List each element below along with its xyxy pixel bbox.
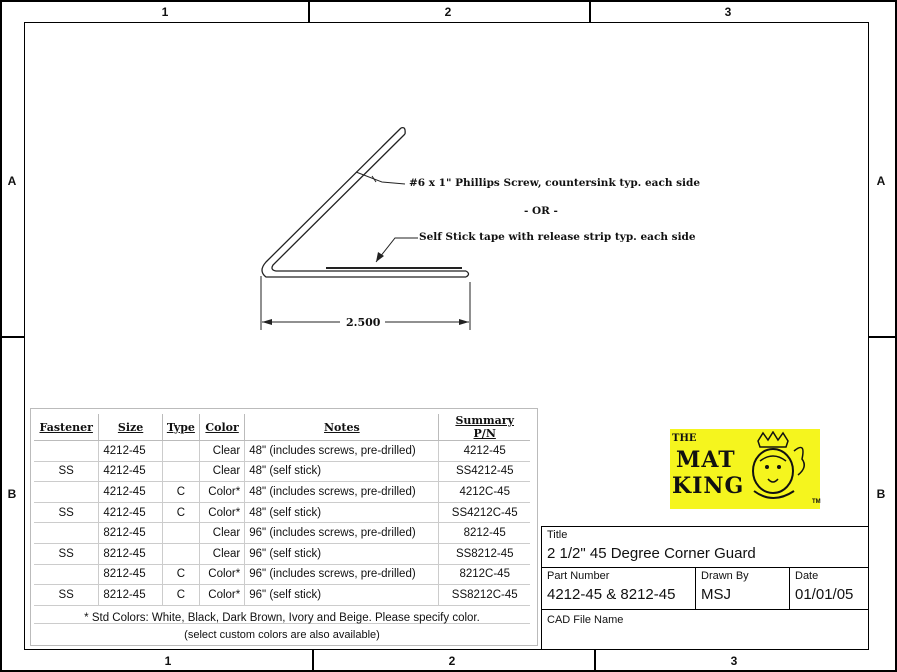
bom-footnote-colors: * Std Colors: White, Black, Dark Brown, Ivory and Beige. Please specify color. bbox=[84, 612, 480, 624]
cell-color: Color* bbox=[199, 585, 244, 606]
table-row bbox=[34, 502, 530, 523]
table-row bbox=[34, 482, 530, 503]
callout-tape: Self Stick tape with release strip typ. each side bbox=[419, 231, 696, 243]
bom-table bbox=[34, 414, 530, 624]
cell-summary-pn: 8212-45 bbox=[439, 523, 530, 544]
company-logo bbox=[670, 429, 820, 509]
profile-outer-line bbox=[262, 128, 466, 277]
cell-size: 8212-45 bbox=[99, 564, 162, 585]
cell-summary-pn: 4212-45 bbox=[439, 441, 530, 462]
cell-type bbox=[162, 441, 199, 462]
cell-color: Clear bbox=[199, 461, 244, 482]
leader-tape bbox=[376, 238, 418, 262]
zone-row-b-left: B bbox=[7, 487, 17, 501]
cell-notes: 48" (self stick) bbox=[245, 502, 439, 523]
dimension-label: 2.500 bbox=[346, 316, 381, 329]
table-row bbox=[34, 585, 530, 606]
logo-mat: MAT bbox=[676, 447, 736, 473]
cell-type bbox=[162, 523, 199, 544]
cell-summary-pn: 4212C-45 bbox=[439, 482, 530, 503]
table-row bbox=[34, 564, 530, 585]
cell-fastener bbox=[34, 564, 99, 585]
date-cell bbox=[789, 567, 869, 610]
table-row bbox=[34, 441, 530, 462]
cell-size: 4212-45 bbox=[99, 441, 162, 462]
cell-color: Clear bbox=[199, 543, 244, 564]
drawn-by-value: MSJ bbox=[701, 586, 731, 603]
profile-inner-line bbox=[272, 134, 466, 271]
bom-footnote-custom: (select custom colors are also available) bbox=[184, 629, 380, 641]
cell-size: 8212-45 bbox=[99, 585, 162, 606]
col-header-size: Size bbox=[99, 414, 162, 441]
bom-header-row bbox=[34, 414, 530, 441]
cell-notes: 48" (self stick) bbox=[245, 461, 439, 482]
cell-notes: 48" (includes screws, pre-drilled) bbox=[245, 482, 439, 503]
drawn-by-label: Drawn By bbox=[701, 570, 749, 582]
profile-end-cap bbox=[466, 271, 469, 277]
logo-trademark: TM bbox=[812, 499, 821, 505]
cell-notes: 96" (includes screws, pre-drilled) bbox=[245, 523, 439, 544]
cell-type: C bbox=[162, 564, 199, 585]
cell-size: 4212-45 bbox=[99, 482, 162, 503]
cell-type: C bbox=[162, 482, 199, 503]
cell-color: Color* bbox=[199, 482, 244, 503]
title-cell bbox=[541, 526, 869, 568]
col-header-notes: Notes bbox=[245, 414, 439, 441]
cell-fastener bbox=[34, 482, 99, 503]
cell-summary-pn: SS8212-45 bbox=[439, 543, 530, 564]
cell-fastener bbox=[34, 441, 99, 462]
cell-summary-pn: SS4212-45 bbox=[439, 461, 530, 482]
cad-file-cell bbox=[541, 609, 869, 650]
part-number-cell bbox=[541, 567, 696, 610]
logo-king: KING bbox=[672, 473, 745, 499]
lion-king-icon bbox=[746, 431, 810, 507]
title-label: Title bbox=[547, 529, 568, 541]
logo-the: THE bbox=[672, 433, 697, 444]
table-row bbox=[34, 523, 530, 544]
table-row bbox=[34, 461, 530, 482]
col-header-color: Color bbox=[199, 414, 244, 441]
zone-col-3-bottom: 3 bbox=[730, 654, 738, 668]
dim-arrow-left bbox=[262, 319, 272, 325]
cell-fastener: SS bbox=[34, 585, 99, 606]
cell-notes: 96" (self stick) bbox=[245, 543, 439, 564]
cad-file-label: CAD File Name bbox=[547, 614, 624, 626]
cell-notes: 96" (self stick) bbox=[245, 585, 439, 606]
col-header-summary-pn: Summary P/N bbox=[439, 414, 530, 441]
cell-notes: 48" (includes screws, pre-drilled) bbox=[245, 441, 439, 462]
cell-fastener bbox=[34, 523, 99, 544]
table-row bbox=[34, 543, 530, 564]
col-header-type: Type bbox=[162, 414, 199, 441]
zone-row-a-left: A bbox=[7, 174, 17, 188]
dim-arrow-right bbox=[459, 319, 469, 325]
cell-type: C bbox=[162, 502, 199, 523]
title-value: 2 1/2" 45 Degree Corner Guard bbox=[547, 545, 756, 562]
zone-col-1-bottom: 1 bbox=[164, 654, 172, 668]
cell-color: Color* bbox=[199, 564, 244, 585]
cell-fastener: SS bbox=[34, 502, 99, 523]
cell-type bbox=[162, 543, 199, 564]
cell-size: 8212-45 bbox=[99, 523, 162, 544]
zone-row-a-right: A bbox=[876, 174, 886, 188]
cell-type bbox=[162, 461, 199, 482]
cell-size: 8212-45 bbox=[99, 543, 162, 564]
cell-size: 4212-45 bbox=[99, 502, 162, 523]
cell-summary-pn: SS4212C-45 bbox=[439, 502, 530, 523]
profile-end-cap bbox=[401, 128, 405, 134]
zone-row-b-right: B bbox=[876, 487, 886, 501]
cell-notes: 96" (includes screws, pre-drilled) bbox=[245, 564, 439, 585]
zone-col-2-top: 2 bbox=[444, 5, 452, 19]
cell-size: 4212-45 bbox=[99, 461, 162, 482]
date-label: Date bbox=[795, 570, 819, 582]
drawn-by-cell bbox=[695, 567, 790, 610]
cell-fastener: SS bbox=[34, 461, 99, 482]
zone-col-2-bottom: 2 bbox=[448, 654, 456, 668]
callout-or: - OR - bbox=[524, 205, 558, 217]
callout-screw: #6 x 1" Phillips Screw, countersink typ. each side bbox=[409, 177, 701, 189]
zone-col-1-top: 1 bbox=[161, 5, 169, 19]
col-header-fastener: Fastener bbox=[34, 414, 99, 441]
cell-type: C bbox=[162, 585, 199, 606]
cell-summary-pn: SS8212C-45 bbox=[439, 585, 530, 606]
part-number-label: Part Number bbox=[547, 570, 610, 582]
cell-color: Color* bbox=[199, 502, 244, 523]
cell-summary-pn: 8212C-45 bbox=[439, 564, 530, 585]
leader-screw bbox=[356, 172, 405, 184]
cell-color: Clear bbox=[199, 441, 244, 462]
cell-color: Clear bbox=[199, 523, 244, 544]
zone-col-3-top: 3 bbox=[724, 5, 732, 19]
date-value: 01/01/05 bbox=[795, 586, 854, 603]
part-number-value: 4212-45 & 8212-45 bbox=[547, 586, 676, 603]
cell-fastener: SS bbox=[34, 543, 99, 564]
